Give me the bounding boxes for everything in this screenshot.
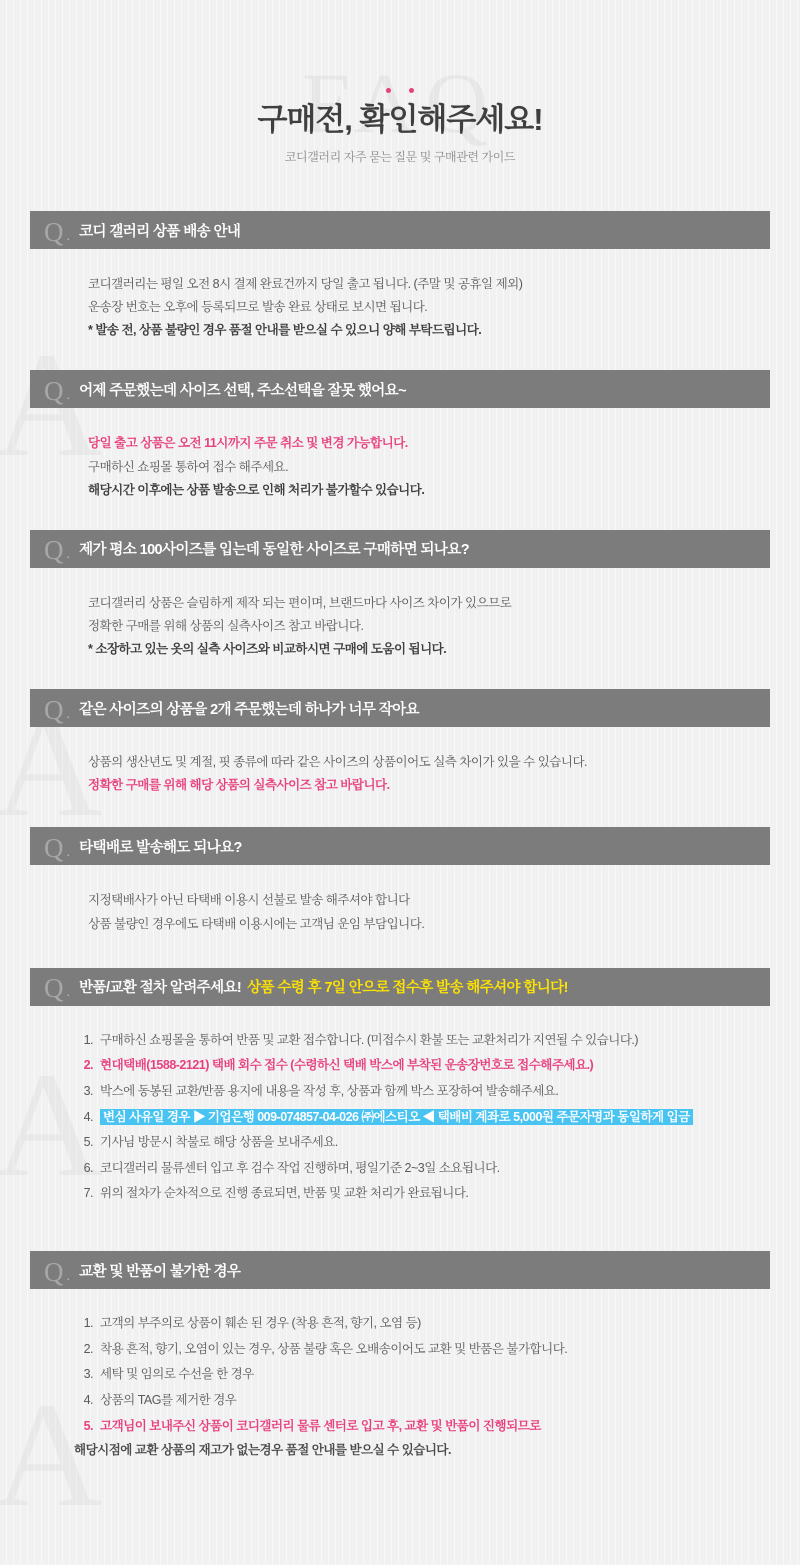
list-item: 3. 박스에 동봉된 교환/반품 용지에 내용을 작성 후, 상품과 함께 박스 포장하여 발송해주세요. [96, 1079, 770, 1105]
returns-steps-list [74, 1028, 770, 1207]
answer-line-highlight: 정확한 구매를 위해 해당 상품의 실측사이즈 참고 바랍니다. [88, 778, 390, 793]
faq-question-accent: 상품 수령 후 7일 안으로 접수후 발송 해주셔야 합니다! [247, 980, 568, 997]
dot-separator-icon: . [66, 546, 71, 562]
faq-answer-body [30, 249, 770, 342]
faq-item-no-return [30, 1251, 770, 1463]
list-item [96, 1105, 770, 1131]
answer-line: 상품의 생산년도 및 계절, 핏 종류에 따라 같은 사이즈의 상품이어도 실측 차이가 있을 수 있습니다. [88, 755, 587, 770]
faq-question-title: 교환 및 반품이 불가한 경우 [79, 1263, 241, 1280]
list-item: 5. 기사님 방문시 착불로 해당 상품을 보내주세요. [96, 1130, 770, 1156]
faq-question-bar[interactable] [30, 211, 770, 249]
answer-line-highlight: 당일 출고 상품은 오전 11시까지 주문 취소 및 변경 가능합니다. [88, 436, 408, 451]
faq-question-bar[interactable] [30, 1251, 770, 1289]
list-item: 6. 코디갤러리 물류센터 입고 후 검수 작업 진행하며, 평일기준 2~3일 소요됩니다. [96, 1156, 770, 1182]
question-mark-icon: Q [44, 1256, 64, 1287]
faq-question-bar[interactable] [30, 689, 770, 727]
faq-question-title: 어제 주문했는데 사이즈 선택, 주소선택을 잘못 했어요~ [79, 382, 406, 399]
page-header [0, 0, 800, 165]
answer-line: 구매하신 쇼핑몰 통하여 접수 해주세요. [88, 459, 289, 474]
faq-question-bar[interactable] [30, 370, 770, 408]
list-item: 2. 현대택배(1588-2121) 택배 회수 접수 (수령하신 택배 박스에 부착된 운송장번호로 접수해주세요.) [96, 1053, 770, 1079]
faq-item [30, 689, 770, 797]
faq-item-returns [30, 968, 770, 1207]
list-item: 4. 상품의 TAG를 제거한 경우 [96, 1388, 770, 1414]
faq-item [30, 370, 770, 501]
page-subtitle: 코디갤러리 자주 묻는 질문 및 구매관련 가이드 [284, 150, 516, 164]
question-mark-icon: Q [44, 973, 64, 1004]
header-dots [0, 82, 800, 90]
faq-item [30, 211, 770, 342]
faq-answer-body [30, 1289, 770, 1463]
list-item-highlighted: 변심 사유일 경우 ▶ 기업은행 009-074857-04-026 ㈜에스티오 ◀ 택배비 계좌로 5,000원 주문자명과 동일하게 입금 [100, 1109, 693, 1125]
list-item: 2. 착용 흔적, 향기, 오염이 있는 경우, 상품 불량 혹은 오배송이어도 교환 및 반품은 불가합니다. [96, 1337, 770, 1363]
dot-separator-icon: . [66, 227, 71, 243]
faq-list [0, 165, 800, 1463]
answer-line: 운송장 번호는 오후에 등록되므로 발송 완료 상태로 보시면 됩니다. [88, 300, 428, 315]
question-mark-icon: Q [44, 694, 64, 725]
faq-question-bar[interactable] [30, 968, 770, 1006]
list-item: 1. 구매하신 쇼핑몰을 통하여 반품 및 교환 접수합니다. (미접수시 환불 또는 교환처리가 지연될 수 있습니다.) [96, 1028, 770, 1054]
answer-line-emphasis: * 소장하고 있는 옷의 실측 사이즈와 비교하시면 구매에 도움이 됩니다. [88, 642, 447, 656]
faq-question-title: 같은 사이즈의 상품을 2개 주문했는데 하나가 너무 작아요 [79, 701, 419, 718]
answer-line: 지정택배사가 아닌 타택배 이용시 선불로 발송 해주셔야 합니다 [88, 893, 410, 908]
faq-answer-body [30, 727, 770, 797]
faq-answer-body [30, 568, 770, 661]
faq-answer-body [30, 408, 770, 501]
faq-item [30, 530, 770, 661]
faq-item [30, 827, 770, 935]
faq-answer-body [30, 1006, 770, 1207]
list-item: 7. 위의 절차가 순차적으로 진행 종료되면, 반품 및 교환 처리가 완료됩니다. [96, 1181, 770, 1207]
faq-question-title: 제가 평소 100사이즈를 입는데 동일한 사이즈로 구매하면 되나요? [79, 542, 469, 559]
dot-separator-icon: . [66, 386, 71, 402]
faq-answer-body [30, 865, 770, 935]
dot-separator-icon: . [66, 984, 71, 1000]
answer-line: 상품 불량인 경우에도 타택배 이용시에는 고객님 운임 부담입니다. [88, 916, 425, 931]
dot-separator-icon: . [66, 1267, 71, 1283]
dot-separator-icon: . [66, 843, 71, 859]
list-item: 5. 고객님이 보내주신 상품이 코디갤러리 물류 센터로 입고 후, 교환 및 반품이 진행되므로 [96, 1414, 770, 1440]
answer-line-emphasis: * 발송 전, 상품 불량인 경우 품절 안내를 받으실 수 있으니 양해 부탁드립니다. [88, 323, 482, 338]
faq-question-title: 타택배로 발송해도 되나요? [79, 839, 242, 856]
question-mark-icon: Q [44, 535, 64, 566]
question-mark-icon: Q [44, 375, 64, 406]
list-item: 3. 세탁 및 임의로 수선을 한 경우 [96, 1362, 770, 1388]
answer-line: 코디갤러리 상품은 슬림하게 제작 되는 편이며, 브랜드마다 사이즈 차이가 있으므로 [88, 595, 512, 610]
question-mark-icon: Q [44, 832, 64, 863]
list-item: 1. 고객의 부주의로 상품이 훼손 된 경우 (착용 흔적, 향기, 오염 등) [96, 1311, 770, 1337]
faq-question-title: 코디 갤러리 상품 배송 안내 [79, 223, 241, 240]
page-title: 구매전, 확인해주세요! [257, 102, 543, 137]
no-return-steps-list [74, 1311, 770, 1439]
faq-question-bar[interactable] [30, 827, 770, 865]
answer-line: 코디갤러리는 평일 오전 8시 결제 완료건까지 당일 출고 됩니다. (주말 및 공휴일 제외) [88, 277, 523, 291]
question-mark-icon: Q [44, 216, 64, 247]
no-return-final-note: 해당시점에 교환 상품의 재고가 없는경우 품절 안내를 받으실 수 있습니다. [74, 1443, 451, 1458]
faq-question-bar[interactable] [30, 530, 770, 568]
answer-line: 정확한 구매를 위해 상품의 실측사이즈 참고 바랍니다. [88, 618, 364, 633]
answer-line-emphasis: 해당시간 이후에는 상품 발송으로 인해 처리가 불가할수 있습니다. [88, 482, 425, 497]
faq-question-title: 반품/교환 절차 알려주세요! [79, 980, 242, 997]
dot-separator-icon: . [66, 705, 71, 721]
